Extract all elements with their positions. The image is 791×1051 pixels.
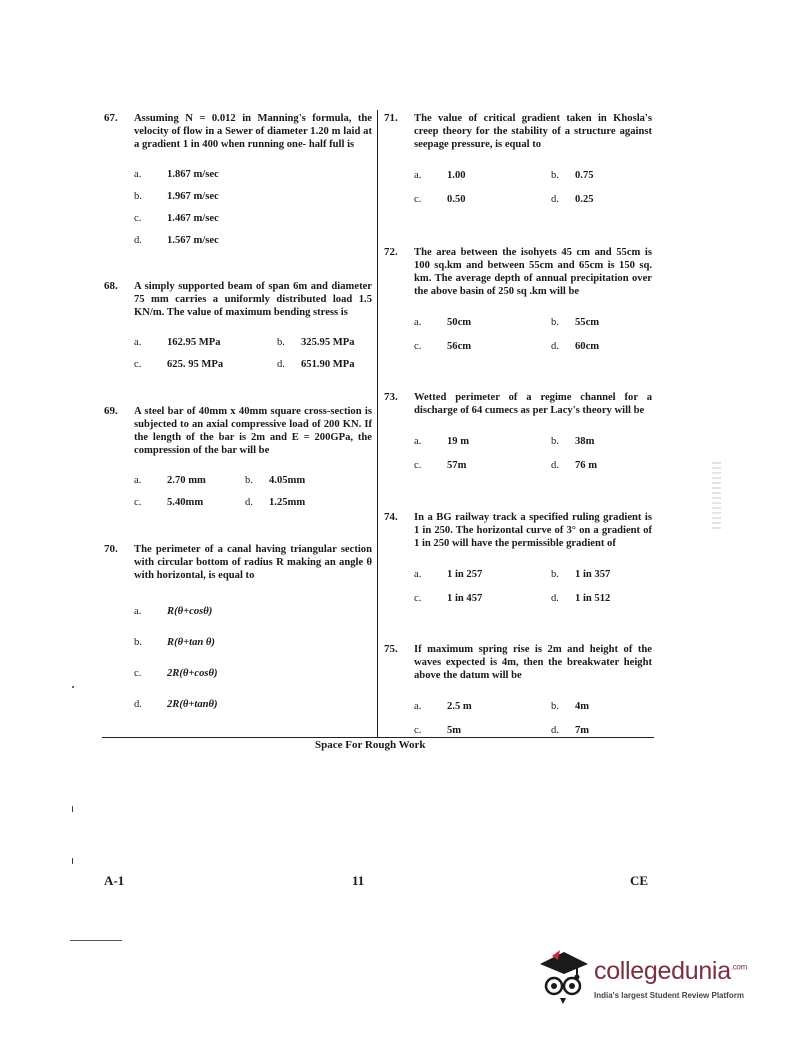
option-value: 7m <box>575 724 590 736</box>
option-value: 1 in 512 <box>575 592 611 604</box>
option-value: 19 m <box>447 435 470 447</box>
option-row <box>134 596 372 627</box>
option-value: 1.25mm <box>269 496 306 508</box>
question-text: The perimeter of a canal having triangular section with circular bottom of radius R making an angle θ with horizontal, is equal to <box>134 544 372 581</box>
option-row <box>414 187 652 211</box>
option-letter: c. <box>134 358 142 370</box>
options <box>414 562 652 610</box>
column-divider <box>377 110 378 738</box>
question-number: 73. <box>384 391 398 403</box>
scan-dot <box>72 806 73 812</box>
option-value: 2.70 mm <box>167 474 206 486</box>
option-letter: d. <box>551 724 559 736</box>
graduation-cap-owl-icon <box>536 944 592 1014</box>
question-text: In a BG railway track a specified ruling gradient is 1 in 250. The horizontal curve of 3° on a gradient of 1 in 250 will have the permissible gradient of <box>414 512 652 549</box>
option-letter: a. <box>414 700 422 712</box>
option-letter: c. <box>414 340 422 352</box>
question-71 <box>384 112 652 211</box>
option-row <box>134 469 372 491</box>
option-value: 1.867 m/sec <box>167 168 219 180</box>
option-row <box>414 429 652 453</box>
option-letter: c. <box>134 212 142 224</box>
option-letter: d. <box>277 358 285 370</box>
option-row <box>414 562 652 586</box>
question-75 <box>384 643 652 742</box>
question-text: The area between the isohyets 45 cm and 55cm is 100 sq.km and between 55cm and 65cm is 150 sq. km. The average depth of annual precipitation over the above basin of 250 sq .km will be <box>414 247 652 297</box>
question-text: The value of critical gradient taken in Khosla's creep theory for the stability of a structure against seepage pressure, is equal to <box>414 113 652 150</box>
option-letter: d. <box>134 234 142 246</box>
option-row <box>134 689 372 720</box>
page-number: 11 <box>352 873 365 888</box>
question-70 <box>104 543 372 720</box>
option-letter: a. <box>134 474 142 486</box>
option-value: 57m <box>447 459 467 471</box>
option-letter: c. <box>414 724 422 736</box>
option-letter: d. <box>551 193 559 205</box>
question-number: 70. <box>104 543 118 555</box>
option-value: 1.467 m/sec <box>167 212 219 224</box>
option-row <box>134 658 372 689</box>
question-72 <box>384 246 652 358</box>
option-value: 1 in 457 <box>447 592 483 604</box>
question-number: 69. <box>104 405 118 417</box>
question-text: Assuming N = 0.012 in Manning's formula, the velocity of flow in a Sewer of diameter 1.20 m laid at a gradient 1 in 400 when running one- half full is <box>134 113 372 150</box>
option-letter: c. <box>134 668 142 679</box>
question-text: A simply supported beam of span 6m and diameter 75 mm carries a uniformly distributed load 1.5 KN/m. The value of maximum bending stress is <box>134 281 372 318</box>
option-value: 162.95 MPa <box>167 336 221 348</box>
option-letter: d. <box>134 699 142 710</box>
options <box>414 310 652 358</box>
option-letter: d. <box>245 496 253 508</box>
options <box>134 596 372 720</box>
option-row <box>134 163 372 185</box>
option-formula: R(θ+cosθ) <box>167 606 213 617</box>
scan-dot <box>72 858 73 864</box>
option-letter: b. <box>551 169 559 181</box>
option-value: 325.95 MPa <box>301 336 355 348</box>
brand-tagline: India's largest Student Review Platform <box>594 991 744 1000</box>
option-letter: b. <box>277 336 285 348</box>
option-value: 5.40mm <box>167 496 204 508</box>
brand-name <box>594 957 747 986</box>
option-value: 50cm <box>447 316 472 328</box>
options <box>414 694 652 742</box>
question-number: 75. <box>384 643 398 655</box>
option-letter: b. <box>551 700 559 712</box>
option-row <box>414 718 652 742</box>
option-letter: b. <box>551 435 559 447</box>
option-value: 1.567 m/sec <box>167 234 219 246</box>
option-row <box>134 331 372 353</box>
option-row <box>414 163 652 187</box>
option-row <box>414 453 652 477</box>
option-letter: d. <box>551 340 559 352</box>
brand-name-text: collegedunia <box>594 957 731 985</box>
question-68 <box>104 280 372 375</box>
option-letter: a. <box>414 169 422 181</box>
option-row <box>134 185 372 207</box>
option-letter: b. <box>245 474 253 486</box>
option-value: 1 in 357 <box>575 568 611 580</box>
option-value: 625. 95 MPa <box>167 358 224 370</box>
option-value: 0.25 <box>575 193 594 205</box>
option-letter: d. <box>551 592 559 604</box>
question-text: If maximum spring rise is 2m and height of the waves expected is 4m, then the breakwater height above the datum will be <box>414 644 652 681</box>
option-value: 1 in 257 <box>447 568 483 580</box>
option-letter: b. <box>134 190 142 202</box>
question-number: 67. <box>104 112 118 124</box>
option-value: 651.90 MPa <box>301 358 355 370</box>
option-value: 55cm <box>575 316 600 328</box>
question-number: 68. <box>104 280 118 292</box>
option-row <box>134 229 372 251</box>
option-letter: d. <box>551 459 559 471</box>
option-letter: a. <box>134 168 142 180</box>
question-number: 72. <box>384 246 398 258</box>
options <box>134 163 372 251</box>
option-row <box>134 353 372 375</box>
option-letter: a. <box>414 316 422 328</box>
option-value: 4m <box>575 700 590 712</box>
question-74 <box>384 511 652 610</box>
option-row <box>414 310 652 334</box>
option-row <box>414 694 652 718</box>
question-73 <box>384 391 652 477</box>
rough-work-divider <box>102 737 654 738</box>
brand-logo[interactable] <box>536 944 766 1014</box>
option-formula: 2R(θ+tanθ) <box>167 699 218 710</box>
option-value: 56cm <box>447 340 472 352</box>
option-value: 1.00 <box>447 169 466 181</box>
option-letter: c. <box>414 459 422 471</box>
options <box>414 429 652 477</box>
scan-dot <box>72 686 74 688</box>
rough-work-label: Space For Rough Work <box>315 739 426 751</box>
question-number: 74. <box>384 511 398 523</box>
option-value: 60cm <box>575 340 600 352</box>
option-letter: a. <box>414 568 422 580</box>
option-value: 5m <box>447 724 462 736</box>
options <box>134 469 372 513</box>
option-letter: b. <box>551 316 559 328</box>
option-letter: c. <box>134 496 142 508</box>
option-letter: c. <box>414 592 422 604</box>
set-code: A-1 <box>104 873 125 888</box>
question-text: A steel bar of 40mm x 40mm square cross-section is subjected to an axial compressive load of 200 KN. If the length of the bar is 2m and E = 200GPa, the compression of the bar will be <box>134 406 372 456</box>
scan-artifact <box>712 462 721 530</box>
bottom-rule <box>70 940 122 941</box>
option-value: 0.75 <box>575 169 594 181</box>
option-value: 0.50 <box>447 193 466 205</box>
subject-code: CE <box>630 873 649 888</box>
option-value: 1.967 m/sec <box>167 190 219 202</box>
question-69 <box>104 405 372 513</box>
option-letter: b. <box>551 568 559 580</box>
option-value: 4.05mm <box>269 474 306 486</box>
brand-suffix: .com <box>730 962 747 972</box>
option-formula: 2R(θ+cosθ) <box>167 668 218 679</box>
option-value: 76 m <box>575 459 598 471</box>
option-letter: a. <box>414 435 422 447</box>
option-row <box>134 207 372 229</box>
options <box>134 331 372 375</box>
option-row <box>414 334 652 358</box>
question-number: 71. <box>384 112 398 124</box>
option-letter: b. <box>134 637 142 648</box>
option-row <box>134 491 372 513</box>
option-letter: c. <box>414 193 422 205</box>
option-row <box>414 586 652 610</box>
option-formula: R(θ+tan θ) <box>167 637 215 648</box>
question-text: Wetted perimeter of a regime channel for a discharge of 64 cumecs as per Lacy's theory will be <box>414 392 652 416</box>
options <box>414 163 652 211</box>
option-letter: a. <box>134 606 142 617</box>
option-value: 38m <box>575 435 595 447</box>
question-67 <box>104 112 372 251</box>
option-row <box>134 627 372 658</box>
option-letter: a. <box>134 336 142 348</box>
option-value: 2.5 m <box>447 700 472 712</box>
